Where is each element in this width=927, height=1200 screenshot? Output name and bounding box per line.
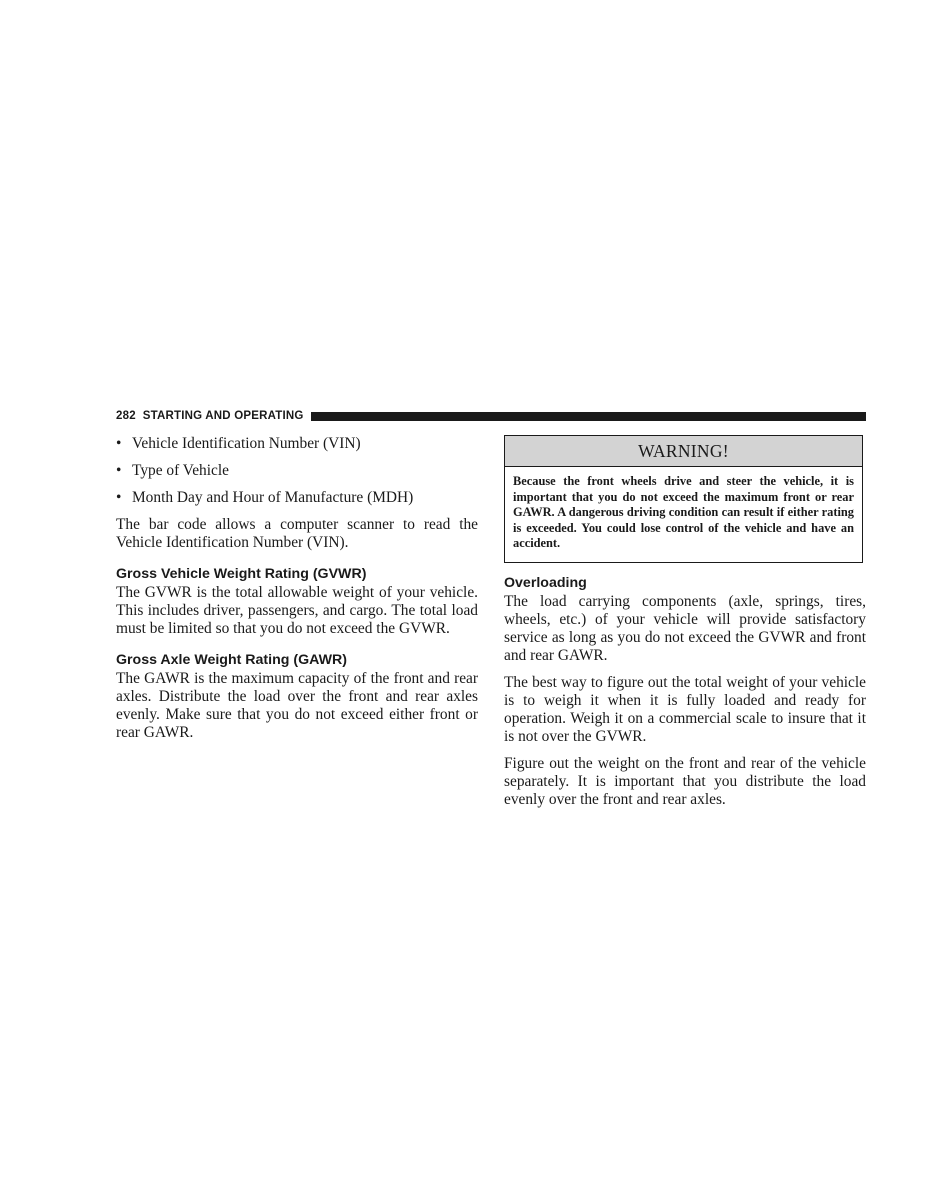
section-title: STARTING AND OPERATING (142, 410, 304, 422)
list-item (116, 489, 478, 507)
gawr-paragraph: The GAWR is the maximum capacity of the front and rear axles. Distribute the load over the front and rear axles evenly. Make sure that you do not exceed either front or rear GAWR. (116, 670, 478, 741)
overloading-heading: Overloading (504, 574, 587, 591)
bullet-icon: • (116, 435, 122, 452)
gvwr-paragraph: The GVWR is the total allowable weight of your vehicle. This includes driver, passengers, and cargo. The total load must be limited so that you do not exceed the GVWR. (116, 584, 478, 637)
page-number: 282 (116, 410, 136, 422)
overloading-paragraph: The load carrying components (axle, springs, tires, wheels, etc.) of your vehicle will provide satisfactory service as long as you do not exceed the GVWR and front and rear GAWR. (504, 592, 866, 664)
warning-box (504, 435, 863, 563)
overloading-paragraph: The best way to figure out the total weight of your vehicle is to weigh it when it is fully loaded and ready for operation. Weigh it on a commercial scale to insure that it is not over the GVWR. (504, 673, 866, 745)
right-column (504, 435, 866, 818)
list-item-text: Month Day and Hour of Manufacture (MDH) (132, 489, 414, 506)
page-header (116, 409, 866, 423)
gvwr-heading: Gross Vehicle Weight Rating (GVWR) (116, 566, 367, 582)
label-contents-list (116, 435, 478, 507)
list-item (116, 462, 478, 480)
bar-code-paragraph: The bar code allows a computer scanner to read the Vehicle Identification Number (VIN). (116, 516, 478, 551)
header-rule (311, 412, 866, 421)
left-column (116, 435, 478, 751)
gawr-heading: Gross Axle Weight Rating (GAWR) (116, 652, 347, 668)
list-item-text: Vehicle Identification Number (VIN) (132, 435, 361, 452)
bullet-icon: • (116, 489, 122, 506)
warning-title: WARNING! (505, 436, 862, 467)
list-item (116, 435, 478, 453)
bullet-icon: • (116, 462, 122, 479)
list-item-text: Type of Vehicle (132, 462, 229, 479)
overloading-paragraph: Figure out the weight on the front and rear of the vehicle separately. It is important that you distribute the load evenly over the front and rear axles. (504, 754, 866, 808)
warning-text: Because the front wheels drive and steer the vehicle, it is important that you do not exceed the maximum front or rear GAWR. A dangerous driving condition can result if either rating is exceeded. You could lose control of the vehicle and have an accident. (513, 474, 854, 550)
